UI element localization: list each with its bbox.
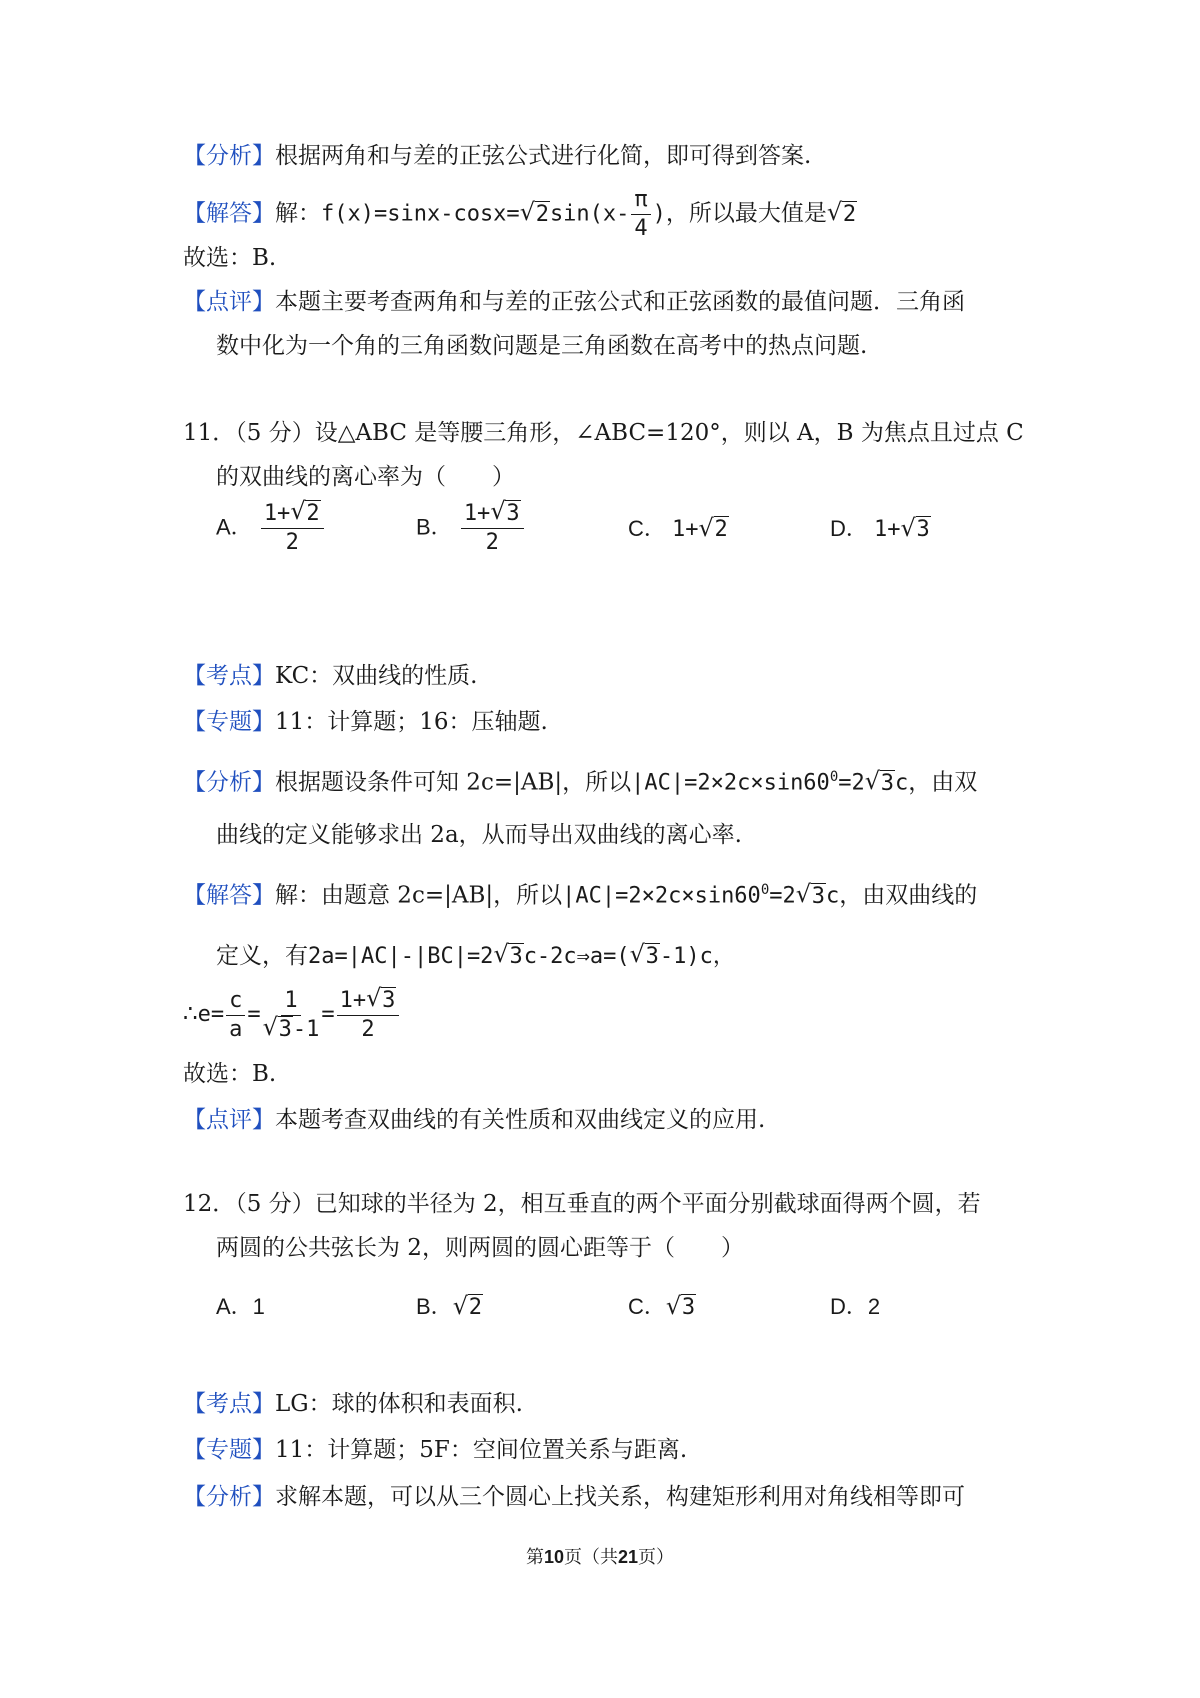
fraction-pi-over-4: $\frac{\pi}{4}$	[631, 186, 650, 243]
q12-stem-2: 两圆的公共弦长为 2，则两圆的圆心距等于（ ）	[216, 1235, 744, 1261]
prev-solution-line	[183, 186, 857, 243]
comment-tag: 【点评】	[183, 289, 275, 315]
analysis-tag: 【分析】	[183, 1484, 275, 1510]
q12-key-point: 【考点】LG：球的体积和表面积.	[183, 1391, 523, 1417]
fraction: $\frac{1+√ 3}{2}$	[461, 500, 524, 557]
q11-analysis-2: 曲线的定义能够求出 2a，从而导出双曲线的离心率.	[216, 822, 742, 848]
q12-option-c[interactable]: C．√ 3	[628, 1290, 696, 1321]
solution-prefix: 解：	[275, 200, 321, 227]
page-footer: 第10页（共21页）	[525, 1547, 675, 1568]
q11-solution: 【解答】解：由题意 2c=|AB|，所以$|AC|=2\times 2c\times\sin 60^0=2√$ 3c，由双曲线的	[183, 874, 977, 913]
q11-analysis: 【分析】根据题设条件可知 2c=|AB|，所以$|AC|=2\times 2c\times\sin 60^0=2√$ 3c，由双	[183, 761, 977, 800]
fraction: $\frac{1+√ 2}{2}$	[261, 500, 324, 557]
q11-topic: 【专题】11：计算题；16：压轴题.	[183, 709, 548, 735]
topic-tag: 【专题】	[183, 1437, 275, 1463]
q11-option-b[interactable]: B． $\frac{1+√ 3}{2}$	[416, 500, 526, 557]
formula-text: )	[652, 201, 666, 227]
solution-tag: 【解答】	[183, 882, 275, 909]
q11-stem: 11．（5 分）设△ABC 是等腰三角形，∠ABC=120°，则以 A，B 为焦点且过点 C	[183, 420, 1024, 446]
prev-comment-line	[183, 286, 965, 318]
q11-definition: 定义，有2a=|AC|-|BC|=2√ 3c-2c⇒a=(√ 3-1)c，	[216, 940, 735, 973]
analysis-tag: 【分析】	[183, 769, 275, 796]
solution-tag: 【解答】	[183, 200, 275, 227]
page-total: 21	[618, 1547, 639, 1567]
q11-comment: 【点评】本题考查双曲线的有关性质和双曲线定义的应用.	[183, 1107, 766, 1133]
q11-stem-2: 的双曲线的离心率为（ ）	[216, 464, 515, 490]
q11-eccentricity: ∴e= $\frac{c}{a}$ = 1 √ 3-1 = $\frac{1+√ 3}{2}$	[183, 985, 401, 1044]
q12-option-b[interactable]: B．√ 2	[416, 1290, 483, 1321]
prev-analysis-text: 根据两角和与差的正弦公式进行化简，即可得到答案.	[275, 143, 812, 169]
q11-key-point: 【考点】KC：双曲线的性质.	[183, 663, 478, 689]
formula-text: sin(x-	[549, 201, 630, 227]
q11-choice: 故选：B.	[183, 1061, 277, 1087]
sqrt-2: √ 2	[829, 199, 857, 231]
q12-stem: 12．（5 分）已知球的半径为 2，相互垂直的两个平面分别截球面得两个圆，若	[183, 1191, 981, 1217]
prev-comment-text: 本题主要考查两角和与差的正弦公式和正弦函数的最值问题．三角函	[275, 289, 965, 315]
q12-topic: 【专题】11：计算题；5F：空间位置关系与距离.	[183, 1437, 688, 1463]
analysis-tag: 【分析】	[183, 143, 275, 169]
prev-analysis-line	[183, 140, 811, 172]
comment-tag: 【点评】	[183, 1107, 275, 1133]
q11-option-c[interactable]: C． 1+√ 2	[628, 512, 729, 543]
formula-text: f(x)=sinx-cosx=	[321, 201, 520, 227]
q12-analysis: 【分析】求解本题，可以从三个圆心上找关系，构建矩形利用对角线相等即可	[183, 1484, 965, 1510]
key-point-tag: 【考点】	[183, 1391, 275, 1417]
q11-option-a[interactable]: A． $\frac{1+√ 2}{2}$	[216, 500, 326, 557]
topic-tag: 【专题】	[183, 709, 275, 735]
q11-option-d[interactable]: D． 1+√ 3	[830, 512, 931, 543]
max-value-text: ，所以最大值是	[665, 200, 827, 227]
prev-comment-line-2: 数中化为一个角的三角函数问题是三角函数在高考中的热点问题.	[216, 333, 868, 359]
sqrt-2: √ 2	[522, 199, 550, 231]
q12-option-d[interactable]: D．2	[830, 1294, 881, 1319]
prev-choice: 故选：B.	[183, 245, 277, 271]
key-point-tag: 【考点】	[183, 663, 275, 689]
q12-option-a[interactable]: A．1	[216, 1294, 265, 1319]
page-number: 10	[543, 1547, 564, 1567]
